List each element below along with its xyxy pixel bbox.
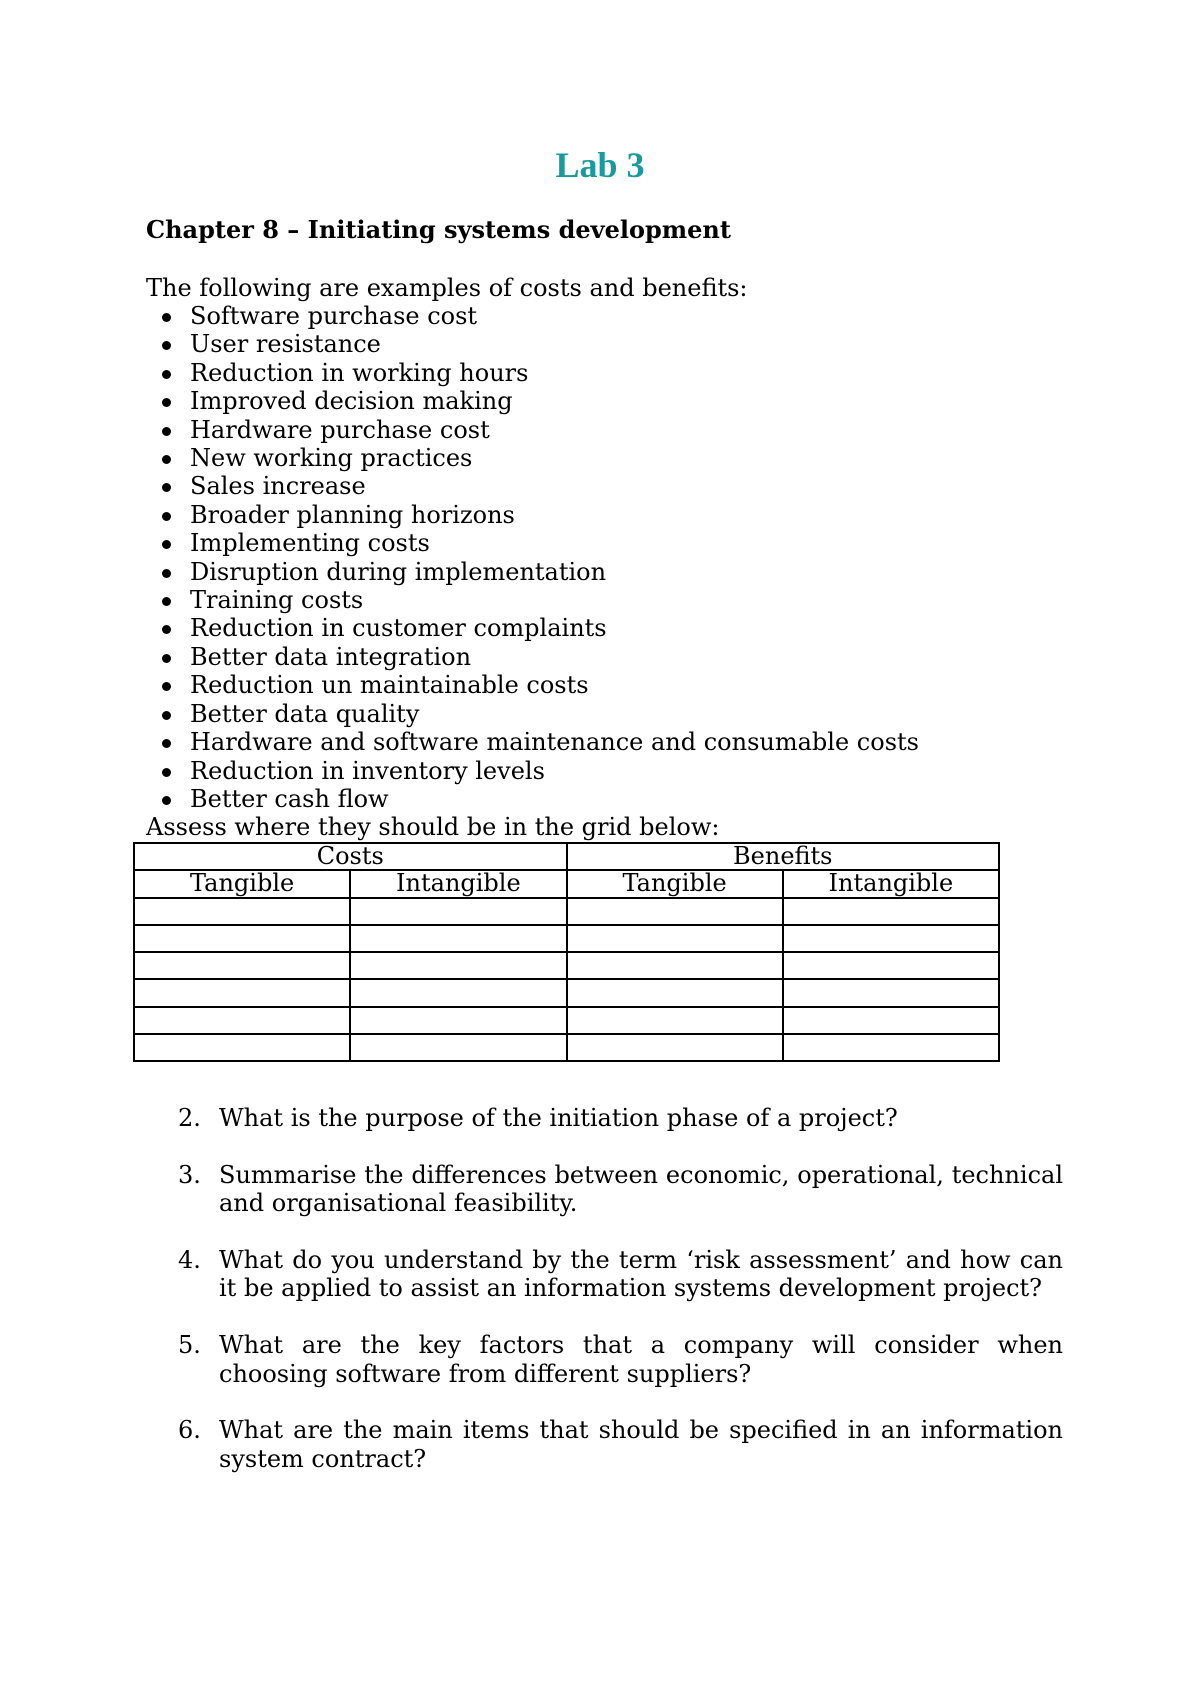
- benefits-tangible-header: Tangible: [567, 870, 783, 897]
- list-item: Hardware and software maintenance and consumable costs: [146, 728, 919, 756]
- list-item: Hardware purchase cost: [146, 416, 919, 444]
- bullet-icon: [162, 711, 171, 720]
- costs-tangible-header: Tangible: [134, 870, 350, 897]
- grid-cell[interactable]: [350, 1007, 566, 1034]
- question-item: [178, 1161, 1063, 1218]
- question-number: 2.: [178, 1104, 201, 1132]
- grid-cell[interactable]: [567, 1034, 783, 1061]
- grid-cell[interactable]: [783, 979, 999, 1006]
- grid-cell[interactable]: [134, 925, 350, 952]
- intro-text: The following are examples of costs and benefits:: [146, 274, 748, 302]
- list-item: Better data quality: [146, 700, 919, 728]
- bullet-icon: [162, 625, 171, 634]
- list-item: Reduction in inventory levels: [146, 757, 919, 785]
- list-item: Broader planning horizons: [146, 501, 919, 529]
- bullet-icon: [162, 370, 171, 379]
- bullet-icon: [162, 483, 171, 492]
- question-item: [178, 1104, 1063, 1132]
- question-text: Summarise the differences between economic, operational, technical and organisational feasibility.: [219, 1160, 1063, 1218]
- list-item: Reduction in customer complaints: [146, 614, 919, 642]
- bullet-icon: [162, 455, 171, 464]
- list-item: User resistance: [146, 330, 919, 358]
- question-text: What do you understand by the term ‘risk assessment’ and how can it be applied to assist an information systems development project?: [219, 1246, 1063, 1303]
- question-number: 3.: [178, 1160, 201, 1189]
- bullet-icon: [162, 569, 171, 578]
- question-text: What is the purpose of the initiation phase of a project?: [219, 1104, 898, 1132]
- bullet-icon: [162, 682, 171, 691]
- bullet-icon: [162, 313, 171, 322]
- cost-benefit-list: [146, 302, 919, 813]
- benefits-header: Benefits: [567, 843, 1000, 870]
- question-number: 5.: [178, 1331, 201, 1360]
- grid-cell[interactable]: [350, 979, 566, 1006]
- grid-cell[interactable]: [567, 979, 783, 1006]
- table-row: [134, 898, 999, 925]
- list-item: Improved decision making: [146, 387, 919, 415]
- grid-cell[interactable]: [134, 1034, 350, 1061]
- bullet-icon: [162, 768, 171, 777]
- list-item: Better data integration: [146, 643, 919, 671]
- grid-cell[interactable]: [134, 952, 350, 979]
- question-item: [178, 1331, 1063, 1388]
- list-item: Implementing costs: [146, 529, 919, 557]
- list-item: Reduction un maintainable costs: [146, 671, 919, 699]
- question-text: What are the key factors that a company will consider when choosing software from different suppliers?: [219, 1331, 1063, 1388]
- grid-cell[interactable]: [134, 898, 350, 925]
- grid-cell[interactable]: [567, 925, 783, 952]
- bullet-icon: [162, 398, 171, 407]
- grid-cell[interactable]: [350, 1034, 566, 1061]
- grid-cell[interactable]: [567, 1007, 783, 1034]
- list-item: Sales increase: [146, 472, 919, 500]
- list-item: Better cash flow: [146, 785, 919, 813]
- table-row: [134, 979, 999, 1006]
- grid-cell[interactable]: [783, 1034, 999, 1061]
- costs-intangible-header: Intangible: [350, 870, 566, 897]
- table-row: [134, 1007, 999, 1034]
- page-title: Lab 3: [555, 145, 645, 185]
- table-row: [134, 925, 999, 952]
- list-item: New working practices: [146, 444, 919, 472]
- bullet-icon: [162, 341, 171, 350]
- list-item: Training costs: [146, 586, 919, 614]
- question-text: What are the main items that should be specified in an information system contract?: [219, 1416, 1063, 1473]
- cost-benefit-grid: [133, 842, 1000, 1062]
- bullet-icon: [162, 427, 171, 436]
- grid-cell[interactable]: [783, 925, 999, 952]
- question-list: [178, 1104, 1063, 1502]
- bullet-icon: [162, 796, 171, 805]
- grid-cell[interactable]: [567, 898, 783, 925]
- question-number: 6.: [178, 1416, 201, 1445]
- grid-cell[interactable]: [783, 898, 999, 925]
- benefits-intangible-header: Intangible: [783, 870, 999, 897]
- grid-cell[interactable]: [783, 1007, 999, 1034]
- bullet-icon: [162, 739, 171, 748]
- assess-instruction: Assess where they should be in the grid below:: [146, 813, 720, 841]
- question-number: 4.: [178, 1246, 201, 1274]
- costs-header: Costs: [134, 843, 567, 870]
- list-item: Software purchase cost: [146, 302, 919, 330]
- group-header-row: [134, 843, 999, 870]
- table-row: [134, 1034, 999, 1061]
- grid-cell[interactable]: [134, 1007, 350, 1034]
- grid-cell[interactable]: [350, 925, 566, 952]
- bullet-icon: [162, 597, 171, 606]
- table-row: [134, 952, 999, 979]
- bullet-icon: [162, 512, 171, 521]
- question-item: [178, 1416, 1063, 1473]
- grid-cell[interactable]: [567, 952, 783, 979]
- bullet-icon: [162, 654, 171, 663]
- grid-cell[interactable]: [350, 952, 566, 979]
- subheader-row: [134, 870, 999, 897]
- bullet-icon: [162, 540, 171, 549]
- question-item: [178, 1246, 1063, 1303]
- grid-cell[interactable]: [350, 898, 566, 925]
- chapter-heading: Chapter 8 – Initiating systems development: [146, 215, 731, 244]
- list-item: Reduction in working hours: [146, 359, 919, 387]
- grid-cell[interactable]: [134, 979, 350, 1006]
- list-item: Disruption during implementation: [146, 558, 919, 586]
- grid-cell[interactable]: [783, 952, 999, 979]
